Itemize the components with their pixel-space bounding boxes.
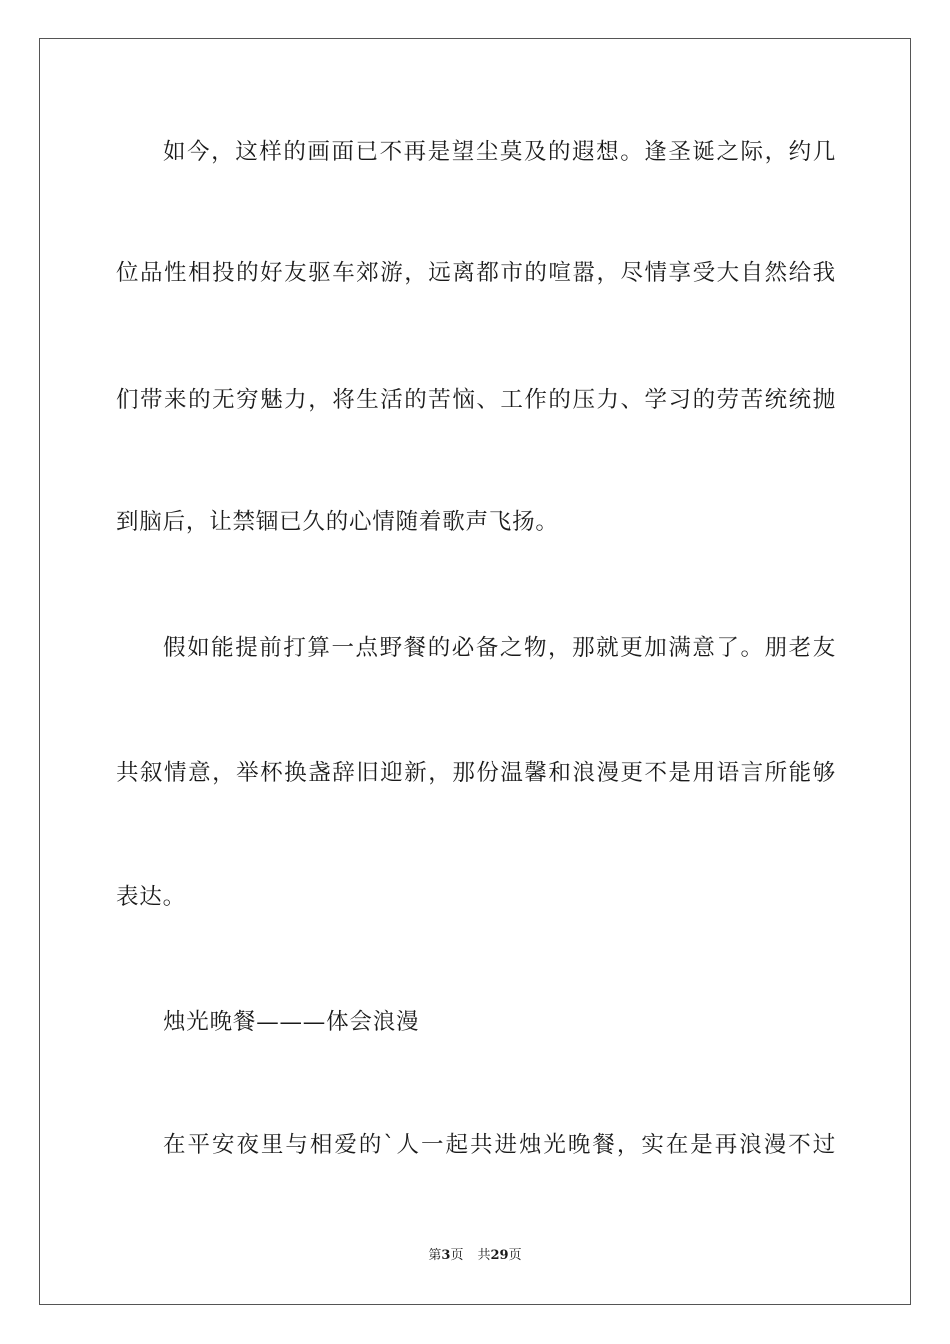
text-line-3: 们带来的无穷魅力，将生活的苦恼、工作的压力、学习的劳苦统统抛	[116, 387, 836, 413]
page-frame	[39, 38, 911, 1305]
footer-total-pages: 29	[490, 1248, 509, 1263]
footer-total-suffix: 页	[508, 1248, 522, 1263]
text-line-5: 假如能提前打算一点野餐的必备之物，那就更加满意了。朋老友	[163, 635, 836, 661]
footer-current-page: 3	[441, 1248, 451, 1263]
footer-prefix: 第	[428, 1248, 442, 1263]
footer-page-suffix: 页	[450, 1248, 464, 1263]
text-line-2: 位品性相投的好友驱车郊游，远离都市的喧嚣，尽情享受大自然给我	[116, 260, 836, 286]
text-line-7: 表达。	[116, 884, 186, 910]
text-line-4: 到脑后，让禁锢已久的心情随着歌声飞扬。	[116, 509, 559, 535]
text-line-1: 如今，这样的画面已不再是望尘莫及的遐想。逢圣诞之际，约几	[163, 139, 836, 165]
page-footer	[0, 1247, 950, 1265]
footer-total-prefix: 共	[477, 1248, 491, 1263]
text-line-9: 在平安夜里与相爱的`人一起共进烛光晚餐，实在是再浪漫不过	[163, 1132, 836, 1158]
section-heading: 烛光晚餐———体会浪漫	[163, 1009, 420, 1035]
text-line-6: 共叙情意，举杯换盏辞旧迎新，那份温馨和浪漫更不是用语言所能够	[116, 760, 836, 786]
